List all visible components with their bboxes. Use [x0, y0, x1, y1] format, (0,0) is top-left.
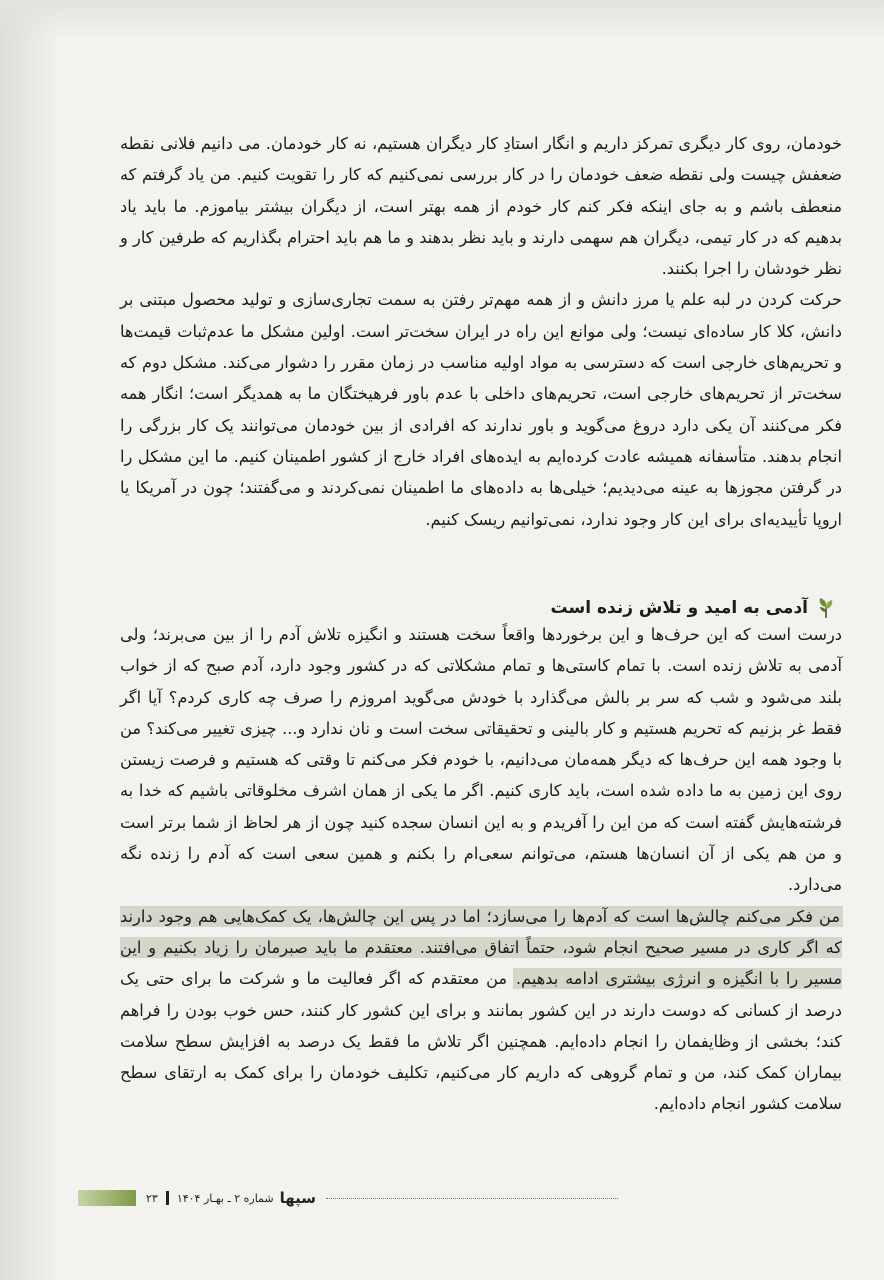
text-block-top	[120, 128, 842, 535]
highlighted-text: من فکر می‌کنم چالش‌ها است که آدم‌ها را می‌سازد؛ اما در پس این چالش‌ها، یک کمک‌هایی هم وجود دارند که اگر کاری در مسیر صحیح انجام شود، حتماً اتفاق می‌افتند. معتقدم ما باید صبرمان را زیاد بکنیم و این مسیر را با انگیزه و انرژی بیشتری ادامه بدهیم.	[120, 906, 842, 989]
paragraph: درست است که این حرف‌ها و این برخوردها واقعاً سخت هستند و انگیزه تلاش آدم را از بین می‌برند؛ ولی آدمی به تلاش زنده است. با تمام کاستی‌ها و تمام مشکلاتی که در کشور وجود دارد، آدم صبح که از خواب بلند می‌شود و شب که سر بر بالش می‌گذارد با خودش می‌گوید امروزم را صرف چه کاری کردم؟ آیا اگر فقط غر بزنیم که تحریم هستیم و کار بالینی و تحقیقاتی سخت است و نان ندارد و... چیزی تغییر می‌کند؟ من با وجود همه این حرف‌ها که دیگر همه‌مان می‌دانیم، با خودم فکر می‌کنم تا وقتی که هستیم و فرصت زیستن روی این زمین به ما داده شده است، باید کاری کنیم. اگر ما یکی از همان اشرف مخلوقاتی باشیم که خدا به فرشته‌هایش گفته است که من این را آفریدم و به این انسان سجده کنید چون از هر لحاظ از شما برتر است و من هم یکی از آن انسان‌ها هستم، می‌توانم سعی‌ام را بکنم و همین سعی است که آدم را زنده نگه می‌دارد.	[120, 625, 842, 895]
section-heading	[551, 597, 836, 619]
footer-color-bar	[78, 1190, 136, 1206]
paragraph: خودمان، روی کار دیگری تمرکز داریم و انگار استادِ کار دیگران هستیم، نه کار خودمان. می دانیم فلانی نقطه ضعفش چیست ولی نقطه ضعف خودمان را در کار بررسی نمی‌کنیم که کار را تقویت کنیم. من یاد گرفتم که منعطف باشم و به جای اینکه فکر کنم کار خودم از همه بهتر است، از دیگران بیشتر بیاموزم. ما باید یاد بدهیم که در کار تیمی، دیگران هم سهمی دارند و باید نظر بدهند و ما هم باید احترام بگذاریم که طرفین کار و نظر خودشان را اجرا بکنند.	[120, 134, 842, 279]
leaf-icon	[816, 597, 836, 619]
footer-separator	[166, 1191, 169, 1205]
page-top-shadow	[0, 0, 884, 40]
magazine-logo: سپها	[279, 1189, 317, 1207]
page-number: ۲۳	[146, 1191, 158, 1205]
section-heading-text: آدمی به امید و تلاش زنده است	[550, 598, 808, 618]
paragraph-highlighted	[120, 901, 842, 1120]
footer-dotted-line	[326, 1198, 618, 1199]
text-block-bottom	[120, 619, 842, 1120]
paragraph: حرکت کردن در لبه علم یا مرز دانش و از همه مهم‌تر رفتن به سمت تجاری‌سازی و تولید محصول مبتنی بر دانش، کلا کار ساده‌ای نیست؛ ولی موانع این راه در ایران سخت‌تر است. اولین مشکل ما عدم‌ثبات قیمت‌ها و تحریم‌های خارجی است که دسترسی به مواد اولیه مناسب در زمان مقرر را دشوار می‌کند. مشکل دوم که سخت‌تر از تحریم‌های خارجی است، تحریم‌های داخلی با عدم باور فرهیختگان ما به همدیگر است؛ انگار همه فکر می‌کنند آن یکی دارد دروغ می‌گوید و باور ندارند که افرادی از بین خودمان می‌توانند یک کار بزرگی را انجام بدهند. متأسفانه همیشه عادت کرده‌ایم به ایده‌های افراد خارج از کشور اطمینان کنیم. ما این مشکل را در گرفتن مجوزها به عینه می‌دیدیم؛ خیلی‌ها به داده‌های ما اطمینان نمی‌کردند و می‌گفتند؛ چون در آمریکا یا اروپا تأییدیه‌ای برای این کار وجود ندارد، نمی‌توانیم ریسک کنیم.	[120, 290, 842, 529]
issue-info: شماره ۲ ـ بهـار ۱۴۰۴	[176, 1191, 274, 1205]
paragraph-continuation: من معتقدم که اگر فعالیت ما و شرکت ما برای حتی یک درصد از کسانی که دوست دارند در این کشور بمانند و برای این کشور کار کنند، حس خوب بودن را فراهم کند؛ بخشی از وظایفمان را انجام داده‌ایم. همچنین اگر تلاش ما فقط یک درصد به افزایش سطح سلامت بیماران کمک کند، من و تمام گروهی که داریم کار می‌کنیم، تکلیف خودمان را برای کمک به ارتقای سطح سلامت کشور انجام داده‌ایم.	[120, 969, 842, 1114]
page-gutter-shadow	[0, 0, 60, 1280]
page-footer	[78, 1188, 618, 1208]
